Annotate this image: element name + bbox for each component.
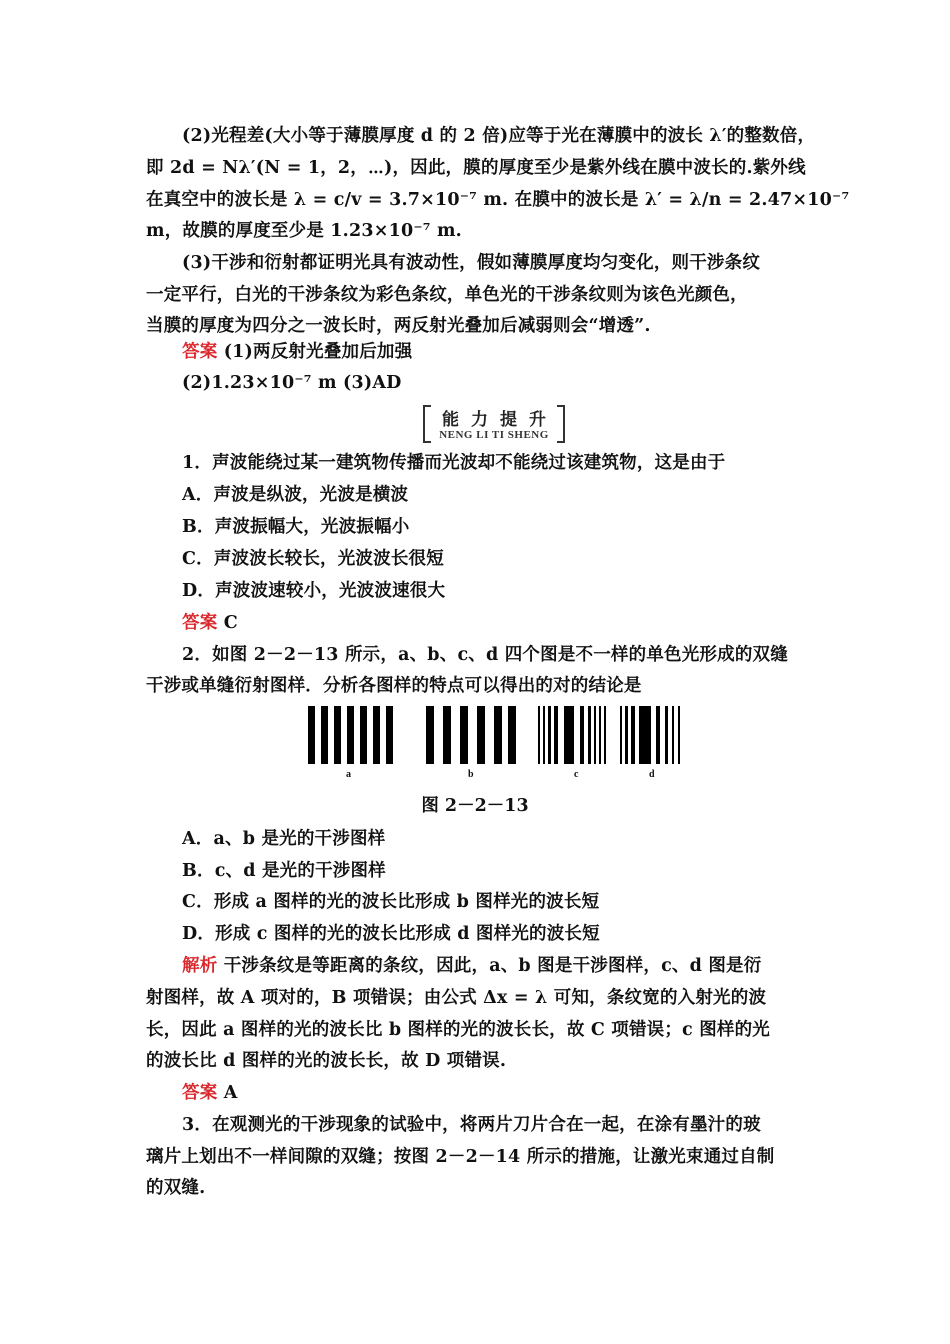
fringe-bar <box>508 706 516 764</box>
answer-label: 答案 <box>182 613 218 633</box>
para2-line2: 一定平行，白光的干涉条纹为彩色条纹，单色光的干涉条纹则为该色光颜色， <box>146 285 748 305</box>
fringe-bar <box>360 706 367 764</box>
q2-analysis-line4: 的波长比 d 图样的光的波长长，故 D 项错误. <box>146 1051 507 1071</box>
fringe-bar <box>443 706 451 764</box>
q2-analysis-line2: 射图样，故 A 项对的，B 项错误；由公式 Δx = λ 可知，条纹宽的入射光的波 <box>146 988 767 1008</box>
para1-line3: 在真空中的波长是 λ = c/v = 3.7×10⁻⁷ m. 在膜中的波长是 λ′ = λ/n = 2.47×10⁻⁷ <box>146 190 850 210</box>
fringe-bar <box>554 706 558 764</box>
fringe-bar <box>460 706 468 764</box>
pattern-label-c: c <box>574 769 579 780</box>
pattern-d <box>620 706 684 764</box>
fringe-bar <box>386 706 393 764</box>
q1-option-a: A．声波是纵波，光波是横波 <box>182 485 409 505</box>
q3-stem-line1: 3．在观测光的干涉现象的试验中，将两片刀片合在一起，在涂有墨汁的玻 <box>182 1115 761 1135</box>
q1-option-c: C．声波波长较长，光波波长很短 <box>182 549 444 569</box>
q2-stem-line2: 干涉或单缝衍射图样．分析各图样的特点可以得出的对的结论是 <box>146 676 642 696</box>
pattern-label-d: d <box>649 769 655 780</box>
answer-label: 答案 <box>182 342 218 362</box>
q3-stem-line2: 璃片上划出不一样间隙的双缝；按图 2－2－14 所示的措施，让激光束通过自制 <box>146 1147 775 1167</box>
fringe-bar <box>678 706 680 764</box>
section-badge <box>423 405 565 443</box>
answer-label: 答案 <box>182 1083 218 1103</box>
q2-answer <box>182 1081 846 1105</box>
para2-line3: 当膜的厚度为四分之一波长时，两反射光叠加后减弱则会“增透”. <box>146 316 651 336</box>
fringe-bar <box>599 706 601 764</box>
fringe-bar <box>588 706 591 764</box>
analysis-label: 解析 <box>182 956 218 976</box>
fringe-pattern-figure <box>300 700 690 780</box>
fringe-bar <box>373 706 380 764</box>
answer-text: (1)两反射光叠加后加强 <box>217 342 413 362</box>
q2-stem-line1: 2．如图 2－2－13 所示，a、b、c、d 四个图是不一样的单色光形成的双缝 <box>182 645 788 665</box>
q2-analysis-line3: 长，因此 a 图样的光的波长比 b 图样的光的波长长，故 C 项错误；c 图样的光 <box>146 1020 771 1040</box>
fringe-bar <box>625 706 628 764</box>
fringe-bar <box>543 706 545 764</box>
fringe-bar <box>620 706 622 764</box>
fringe-bar <box>334 706 341 764</box>
fringe-bar <box>321 706 328 764</box>
pattern-c <box>538 706 606 764</box>
fringe-bar <box>665 706 668 764</box>
para1-line4: m，故膜的厚度至少是 1.23×10⁻⁷ m. <box>146 221 462 241</box>
answer-text: A <box>217 1083 238 1103</box>
fringe-bar <box>639 706 651 764</box>
q1-option-d: D．声波波速较小，光波波速很大 <box>182 581 446 601</box>
fringe-bar <box>494 706 502 764</box>
q1-stem: 1．声波能绕过某一建筑物传播而光波却不能绕过该建筑物，这是由于 <box>182 453 726 473</box>
pattern-a <box>308 706 396 764</box>
pattern-label-b: b <box>468 769 474 780</box>
q2-option-d: D．形成 c 图样的光的波长比形成 d 图样光的波长短 <box>182 924 600 944</box>
answer1-line2: (2)1.23×10⁻⁷ m (3)AD <box>182 373 402 393</box>
answer-block-1 <box>182 340 846 364</box>
fringe-bar <box>594 706 596 764</box>
answer-text: C <box>217 613 238 633</box>
fringe-bar <box>347 706 354 764</box>
q1-option-b: B．声波振幅大，光波振幅小 <box>182 517 410 537</box>
fringe-bar <box>672 706 674 764</box>
fringe-bar <box>564 706 574 764</box>
q2-option-c: C．形成 a 图样的光的波长比形成 b 图样光的波长短 <box>182 892 600 912</box>
q2-analysis-line1 <box>182 954 846 978</box>
q3-stem-line3: 的双缝. <box>146 1178 206 1198</box>
badge-pinyin: NENG LI TI SHENG <box>439 429 549 441</box>
fringe-bar <box>477 706 485 764</box>
q2-option-a: A．a、b 是光的干涉图样 <box>182 829 386 849</box>
figure-caption: 图 2－2－13 <box>421 796 529 816</box>
fringe-bar <box>548 706 551 764</box>
fringe-bar <box>656 706 660 764</box>
fringe-bar <box>580 706 584 764</box>
pattern-b <box>426 706 516 764</box>
para2-line1: (3)干涉和衍射都证明光具有波动性，假如薄膜厚度均匀变化，则干涉条纹 <box>182 253 761 273</box>
analysis-text: 干涉条纹是等距离的条纹，因此，a、b 图是干涉图样，c、d 图是衍 <box>217 956 762 976</box>
q1-answer <box>182 611 846 635</box>
para1-line1: (2)光程差(大小等于薄膜厚度 d 的 2 倍)应等于光在薄膜中的波长 λ′的整数倍， <box>182 126 816 146</box>
fringe-bar <box>308 706 315 764</box>
fringe-bar <box>426 706 434 764</box>
fringe-bar <box>604 706 606 764</box>
fringe-bar <box>538 706 540 764</box>
para1-line2: 即 2d = Nλ′(N = 1，2，⋯)，因此，膜的厚度至少是紫外线在膜中波长的.紫外线 <box>146 158 806 178</box>
q2-option-b: B．c、d 是光的干涉图样 <box>182 861 386 881</box>
badge-title: 能力提升 <box>442 410 558 430</box>
pattern-label-a: a <box>346 769 351 780</box>
fringe-bar <box>631 706 635 764</box>
